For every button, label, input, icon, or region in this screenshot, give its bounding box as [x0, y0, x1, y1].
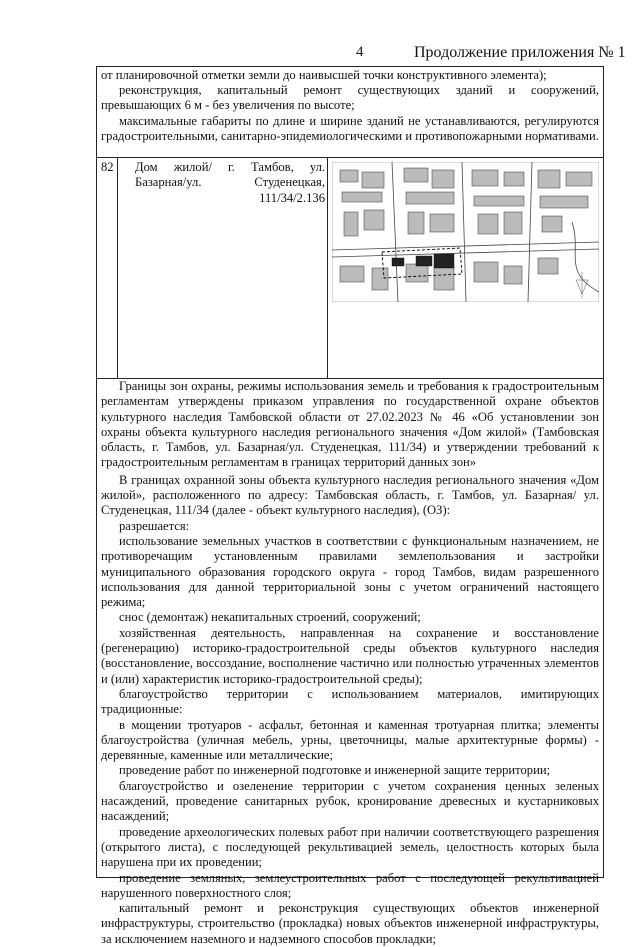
object-row	[97, 157, 603, 379]
object-number-cell	[97, 158, 118, 378]
paragraph: реконструкция, капитальный ремонт существующих зданий и сооружений, превышающих 6 м - без увеличения по высоте;	[101, 83, 599, 113]
paragraph: проведение земляных, землеустроительных работ с последующей рекультивацией нарушенного поверхностного слоя;	[101, 870, 599, 900]
paragraph: в мощении тротуаров - асфальт, бетонная и каменная тротуарная плитка; элементы благоустройства (уличная мебель, урны, цветочницы, малые архитектурные формы) - деревянные, каменные или металлические;	[101, 717, 599, 763]
paragraph: капитальный ремонт и реконструкция существующих объектов инженерной инфраструктуры, строительство (прокладка) новых объектов инженерной инфраструктуры, за исключением наземного и надземного способов прокладки;	[101, 901, 599, 946]
appendix-title: Продолжение приложения № 1	[414, 44, 626, 61]
paragraph: снос (демонтаж) некапитальных строений, сооружений;	[119, 610, 421, 625]
paragraph: проведение работ по инженерной подготовке и инженерной защите территории;	[119, 763, 551, 778]
object-name-cell	[118, 158, 328, 378]
paragraph: благоустройство и озеленение территории с учетом сохранения ценных зеленых насаждений, проведение санитарных рубок, кронирование древесных и кустарниковых насаждений;	[101, 778, 599, 824]
paragraph: максимальные габариты по длине и ширине зданий не устанавливаются, регулируются градостроительными, санитарно-эпидемиологическими и противопожарными нормативами.	[101, 114, 599, 144]
paragraph: хозяйственная деятельность, направленная на сохранение и восстановление (регенерацию) историко-градостроительной среды объектов культурного наследия (восстановление, воссоздание, восполнение частично или полностью утраченных элементов и (или) характеристик историко-градостроительной среды);	[101, 625, 599, 686]
object-number: 82	[101, 160, 114, 174]
paragraph: благоустройство территории с использованием материалов, имитирующих традиционные:	[101, 686, 599, 717]
paragraph: использование земельных участков в соответствии с функциональным назначением, не противоречащим установленным правилами землепользования и застройки муниципального образования городского округа - город Тамбов, видам разрешенного использования для данной территориальной зоны с учетом ограничений настоящего режима;	[101, 533, 599, 610]
regulations-block	[97, 379, 603, 947]
paragraph: Границы зон охраны, режимы использования земель и требования к градостроительным регламентам утверждены приказом управления по государственной охране объектов культурного наследия Тамбовской области от 27.02.2023 № 46 «Об установлении зон охраны объекта культурного наследия регионального значения «Дом жилой» (Тамбовская область, г. Тамбов, ул. Базарная/ул. Студенецкая, 111/34) и утверждении требований к градостроительным регламентам в границах территорий данных зон»	[101, 379, 599, 470]
map-cell	[328, 158, 603, 378]
document-frame	[96, 66, 604, 946]
page-number: 4	[356, 44, 364, 60]
object-name: Дом жилой/ г. Тамбов, ул. Базарная/ул. Студенецкая, 111/34/2.136	[135, 160, 325, 205]
paragraph: проведение археологических полевых работ при наличии соответствующего разрешения (открытого листа), с последующей рекультивацией земель, целостность которых была нарушена при их проведении;	[101, 824, 599, 870]
page-header	[0, 42, 640, 64]
site-plan-map	[332, 162, 599, 302]
paragraph: от планировочной отметки земли до наивысшей точки конструктивного элемента);	[101, 68, 547, 82]
paragraph-heading: разрешается:	[119, 518, 190, 533]
paragraph: В границах охранной зоны объекта культурного наследия регионального значения «Дом жилой», расположенного по адресу: Тамбовская область, г. Тамбов, ул. Базарная/ ул. Студенецкая, 111/34 (далее - объект культурного наследия), (ОЗ):	[101, 472, 599, 518]
